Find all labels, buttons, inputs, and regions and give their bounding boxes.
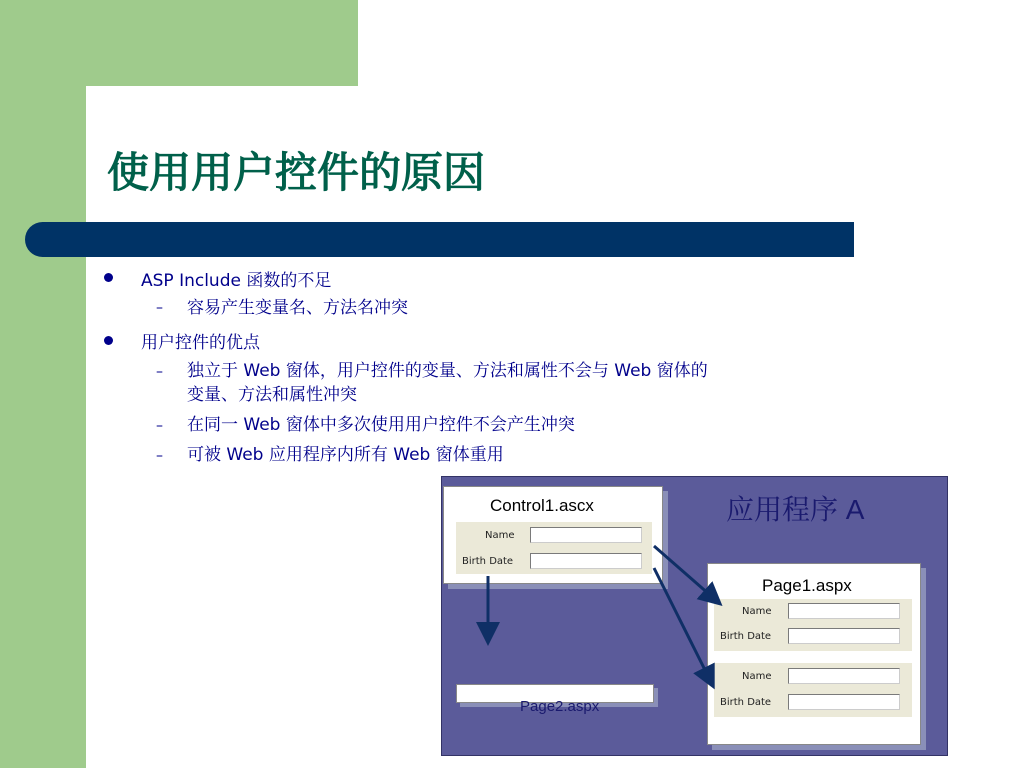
birth-date-label: Birth Date [720,697,772,708]
birth-date-label: Birth Date [462,556,514,567]
dash-2: – [156,364,163,380]
sub-bullet-1-1: 容易产生变量名、方法名冲突 [187,298,408,318]
name-label: Name [742,606,772,617]
sub-bullet-2-2: 在同一 Web 窗体中多次使用用户控件不会产生冲突 [187,415,575,435]
dash-4: – [156,448,163,464]
slide-title: 使用用户控件的原因 [107,148,486,197]
name-label: Name [742,671,772,682]
sub-bullet-2-3: 可被 Web 应用程序内所有 Web 窗体重用 [187,445,504,465]
bullet-1: ASP Include 函数的不足 [141,271,332,291]
sub-bullet-2-1-cont: 变量、方法和属性冲突 [187,385,357,405]
arrow-to-page1-bottom [654,568,712,684]
arrow-to-page1-top [654,546,718,602]
name-label: Name [485,530,515,541]
dash-3: – [156,418,163,434]
app-label: 应用程序 A [726,494,865,525]
page2-title: Page2.aspx [520,698,600,715]
control-title: Control1.ascx [490,496,594,515]
birth-date-label: Birth Date [720,631,772,642]
dash-1: – [156,300,163,316]
page1-title: Page1.aspx [762,576,852,595]
sub-bullet-2-1: 独立于 Web 窗体，用户控件的变量、方法和属性不会与 Web 窗体的 [187,361,708,381]
bullet-2: 用户控件的优点 [141,333,260,353]
